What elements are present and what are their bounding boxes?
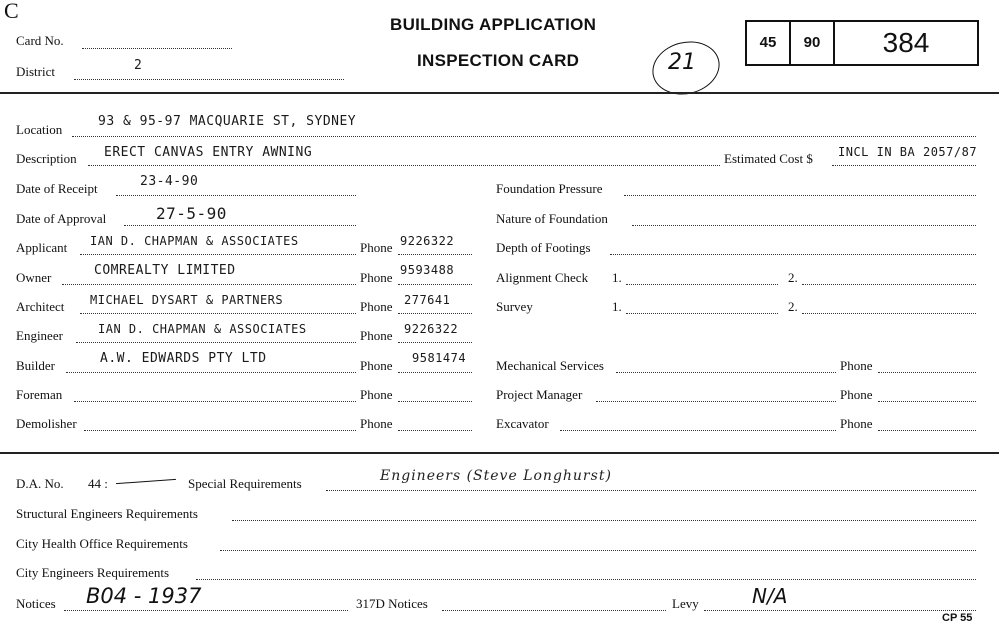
survey-line-2 — [802, 313, 976, 314]
da-no-label: D.A. No. — [16, 476, 64, 491]
owner-line — [62, 284, 356, 285]
alignment-check-num-2: 2. — [788, 270, 798, 285]
engineer-phone-line — [398, 342, 472, 343]
builder-phone: 9581474 — [412, 351, 467, 365]
corner-mark: C — [4, 0, 19, 23]
nature-foundation-line — [632, 225, 976, 226]
date-receipt-label: Date of Receipt — [16, 181, 98, 196]
location-value: 93 & 95-97 MACQUARIE ST, SYDNEY — [98, 114, 357, 129]
engineer-value: IAN D. CHAPMAN & ASSOCIATES — [98, 322, 307, 336]
builder-label: Builder — [16, 358, 55, 373]
builder-line — [66, 372, 356, 373]
depth-footings-label: Depth of Footings — [496, 240, 591, 255]
demolisher-phone-line — [398, 430, 472, 431]
location-line — [72, 136, 976, 137]
architect-phone: 277641 — [404, 293, 451, 307]
description-line — [88, 165, 720, 166]
da-no-dash — [116, 479, 176, 484]
nature-foundation-label: Nature of Foundation — [496, 211, 608, 226]
notices-317d-label: 317D Notices — [356, 596, 428, 611]
builder-phone-line — [398, 372, 472, 373]
notices-line — [64, 610, 348, 611]
project-manager-label: Project Manager — [496, 387, 583, 402]
city-engineers-line — [196, 579, 976, 580]
ref-box-cell-1: 45 — [747, 22, 791, 64]
engineer-line — [76, 342, 356, 343]
structural-line — [232, 520, 976, 521]
foundation-pressure-line — [624, 195, 976, 196]
form-title-line1: BUILDING APPLICATION — [390, 15, 597, 34]
city-engineers-label: City Engineers Requirements — [16, 565, 170, 580]
levy-label: Levy — [672, 596, 699, 611]
foreman-label: Foreman — [16, 387, 63, 402]
date-approval-line — [124, 225, 356, 226]
ref-box-cell-3: 384 — [882, 27, 930, 58]
applicant-line — [80, 254, 356, 255]
special-requirements-value: Engineers (Steve Longhurst) — [380, 468, 612, 484]
district-line — [74, 79, 344, 80]
architect-phone-line — [398, 313, 472, 314]
location-label: Location — [16, 122, 63, 137]
foreman-phone-label: Phone — [360, 387, 393, 402]
district-value: 2 — [134, 58, 143, 73]
estimated-cost-line — [832, 165, 976, 166]
alignment-check-label: Alignment Check — [496, 270, 589, 285]
excavator-phone-label: Phone — [840, 416, 873, 431]
demolisher-line — [84, 430, 356, 431]
alignment-check-num-1: 1. — [612, 270, 622, 285]
survey-num-1: 1. — [612, 299, 622, 314]
description-label: Description — [16, 151, 77, 166]
foreman-phone-line — [398, 401, 472, 402]
date-receipt-value: 23-4-90 — [140, 174, 199, 189]
demolisher-phone-label: Phone — [360, 416, 393, 431]
builder-phone-label: Phone — [360, 358, 393, 373]
applicant-phone-line — [398, 254, 472, 255]
project-manager-line — [596, 401, 836, 402]
ref-box-cell-2: 90 — [791, 22, 835, 64]
excavator-label: Excavator — [496, 416, 549, 431]
mechanical-line — [616, 372, 836, 373]
form-code: CP 55 — [942, 612, 973, 624]
applicant-value: IAN D. CHAPMAN & ASSOCIATES — [90, 234, 299, 248]
applicant-label: Applicant — [16, 240, 68, 255]
estimated-cost-value: INCL IN BA 2057/87 — [838, 145, 978, 159]
requirements-divider — [0, 452, 999, 454]
engineer-phone: 9226322 — [404, 322, 459, 336]
date-approval-value: 27-5-90 — [156, 204, 227, 223]
owner-phone-line — [398, 284, 472, 285]
reference-box — [745, 20, 979, 66]
date-approval-label: Date of Approval — [16, 211, 107, 226]
structural-label: Structural Engineers Requirements — [16, 506, 198, 521]
owner-label: Owner — [16, 270, 52, 285]
architect-line — [80, 313, 356, 314]
owner-value: COMREALTY LIMITED — [94, 263, 236, 278]
health-label: City Health Office Requirements — [16, 536, 188, 551]
circled-note: 21 — [668, 50, 696, 75]
demolisher-label: Demolisher — [16, 416, 77, 431]
foreman-line — [74, 401, 356, 402]
notices-value: B04 - 1937 — [86, 584, 202, 608]
mechanical-label: Mechanical Services — [496, 358, 604, 373]
engineer-phone-label: Phone — [360, 328, 393, 343]
foundation-pressure-label: Foundation Pressure — [496, 181, 603, 196]
notices-317d-line — [442, 610, 666, 611]
notices-label: Notices — [16, 596, 56, 611]
engineer-label: Engineer — [16, 328, 63, 343]
survey-line-1 — [626, 313, 778, 314]
owner-phone-label: Phone — [360, 270, 393, 285]
special-requirements-label: Special Requirements — [188, 476, 302, 491]
card-no-label: Card No. — [16, 33, 64, 48]
survey-label: Survey — [496, 299, 533, 314]
estimated-cost-label: Estimated Cost $ — [724, 151, 813, 166]
project-manager-phone-label: Phone — [840, 387, 873, 402]
description-value: ERECT CANVAS ENTRY AWNING — [104, 145, 313, 160]
excavator-phone-line — [878, 430, 976, 431]
health-line — [220, 550, 976, 551]
levy-line — [704, 610, 976, 611]
mechanical-phone-label: Phone — [840, 358, 873, 373]
project-manager-phone-line — [878, 401, 976, 402]
applicant-phone: 9226322 — [400, 234, 455, 248]
district-label: District — [16, 64, 55, 79]
architect-value: MICHAEL DYSART & PARTNERS — [90, 293, 284, 307]
survey-num-2: 2. — [788, 299, 798, 314]
alignment-check-line-1 — [626, 284, 778, 285]
date-receipt-line — [116, 195, 356, 196]
alignment-check-line-2 — [802, 284, 976, 285]
levy-value: N/A — [752, 584, 788, 608]
excavator-line — [560, 430, 836, 431]
builder-value: A.W. EDWARDS PTY LTD — [100, 351, 267, 366]
special-requirements-line — [326, 490, 976, 491]
owner-phone: 9593488 — [400, 263, 455, 277]
da-no-value: 44 : — [88, 476, 108, 491]
applicant-phone-label: Phone — [360, 240, 393, 255]
depth-footings-line — [610, 254, 976, 255]
card-no-line — [82, 48, 232, 49]
form-title-line2: INSPECTION CARD — [417, 51, 580, 70]
architect-label: Architect — [16, 299, 65, 314]
architect-phone-label: Phone — [360, 299, 393, 314]
header-divider — [0, 92, 999, 94]
mechanical-phone-line — [878, 372, 976, 373]
